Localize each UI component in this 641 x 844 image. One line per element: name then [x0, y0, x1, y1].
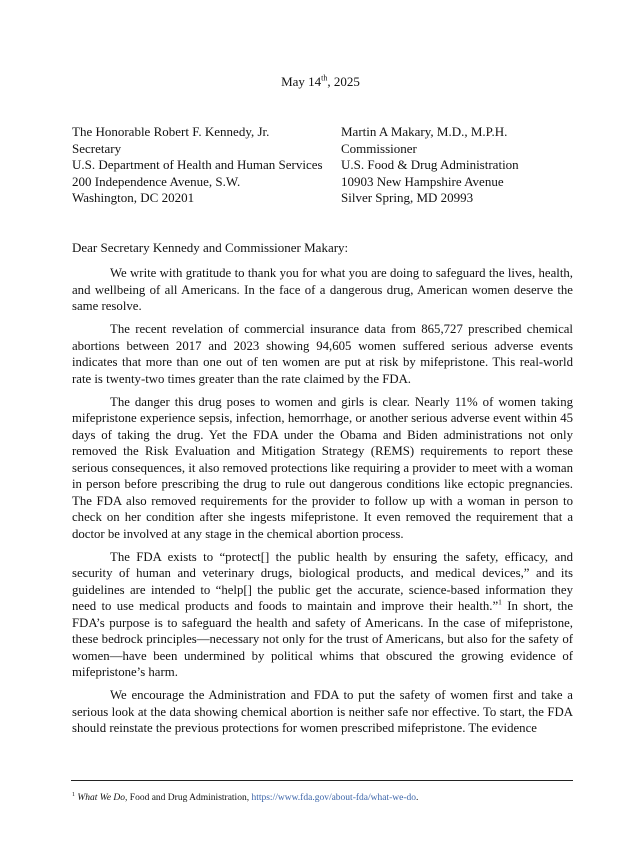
paragraph-fda-mission: The FDA exists to “protect[] the public health by ensuring the safety, efficacy, and security of human and veterinary drugs, biological products, and medical devices,” and its guidelines are intended to “help[] the public get the accurate, science-based information they need to use medical products and foods to maintain and improve their health.”$^1$ In short, the FDA’s purpose is to safeguard the health and safety of Americans. In the case of mifepristone, these bedrock principles—necessary not only for the trust of Americans, but also for the safety of women—have been undermined by political whims that obscured the growing evidence of mifepristone’s harm.	[72, 549, 574, 679]
footnote-link[interactable]: https://www.fda.gov/about-fda/what-we-do	[251, 793, 416, 803]
letter-date: May 14th, 2025	[281, 73, 360, 89]
footnote: $^1$ What We Do, Food and Drug Administration, https://www.fda.gov/about-fda/what-we-do.	[72, 791, 419, 803]
recipient-address-hhs	[72, 124, 323, 207]
footnote-source-title: What We Do	[77, 793, 126, 803]
recipient-title: Secretary	[72, 140, 122, 156]
paragraph-danger: The danger this drug poses to women and girls is clear. Nearly 11% of women taking mifepristone experience sepsis, infection, hemorrhage, or another serious adverse event within 45 days of taking the drug. Yet the FDA under the Obama and Biden administrations not only removed the Risk Evaluation and Mitigation Strategy (REMS) requirements to report these serious consequences, it also removed protections like requiring a provider to meet with a woman in person before prescribing the drug to rule out dangerous conditions like ectopic pregnancies. The FDA also removed requirements for the provider to follow up with a woman in person to check on her condition after she ingests mifepristone. It even removed the requirement that a doctor be involved at any stage in the chemical abortion process.	[72, 394, 573, 541]
recipient-street: 10903 New Hampshire Avenue	[341, 173, 504, 189]
paragraph-encouragement: We encourage the Administration and FDA to put the safety of women first and take a serious look at the data showing chemical abortion is neither safe nor effective. To start, the FDA should reinstate the previous protections for women prescribed mifepristone. The evidence	[72, 688, 573, 735]
footnote-number: 1	[72, 791, 75, 798]
paragraph-gratitude: We write with gratitude to thank you for what you are doing to safeguard the lives, health, and wellbeing of all Americans. In the face of a dangerous drug, American women deserve the same resolve.	[72, 266, 573, 313]
footnote-divider	[71, 780, 573, 781]
recipient-title: Commissioner	[341, 140, 417, 156]
recipient-name: Martin A Makary, M.D., M.P.H.	[341, 124, 508, 139]
recipient-address-fda	[341, 124, 519, 207]
salutation: Dear Secretary Kennedy and Commissioner Makary:	[72, 240, 349, 255]
letter-body	[72, 265, 573, 737]
recipient-organization: U.S. Department of Health and Human Services	[72, 157, 323, 173]
paragraph-insurance-data: The recent revelation of commercial insurance data from 865,727 prescribed chemical abortions between 2017 and 2023 showing 94,605 women suffered serious adverse events indicates that more than one out of ten women are put at risk by mifepristone. This real-world rate is twenty-two times greater than the rate claimed by the FDA.	[72, 322, 573, 386]
recipient-street: 200 Independence Avenue, S.W.	[72, 173, 241, 189]
recipient-name: The Honorable Robert F. Kennedy, Jr.	[72, 124, 270, 139]
recipient-city: Washington, DC 20201	[72, 190, 195, 206]
recipient-city: Silver Spring, MD 20993	[341, 190, 474, 206]
footnote-reference[interactable]: 1	[498, 597, 502, 607]
recipient-organization: U.S. Food & Drug Administration	[341, 157, 519, 173]
